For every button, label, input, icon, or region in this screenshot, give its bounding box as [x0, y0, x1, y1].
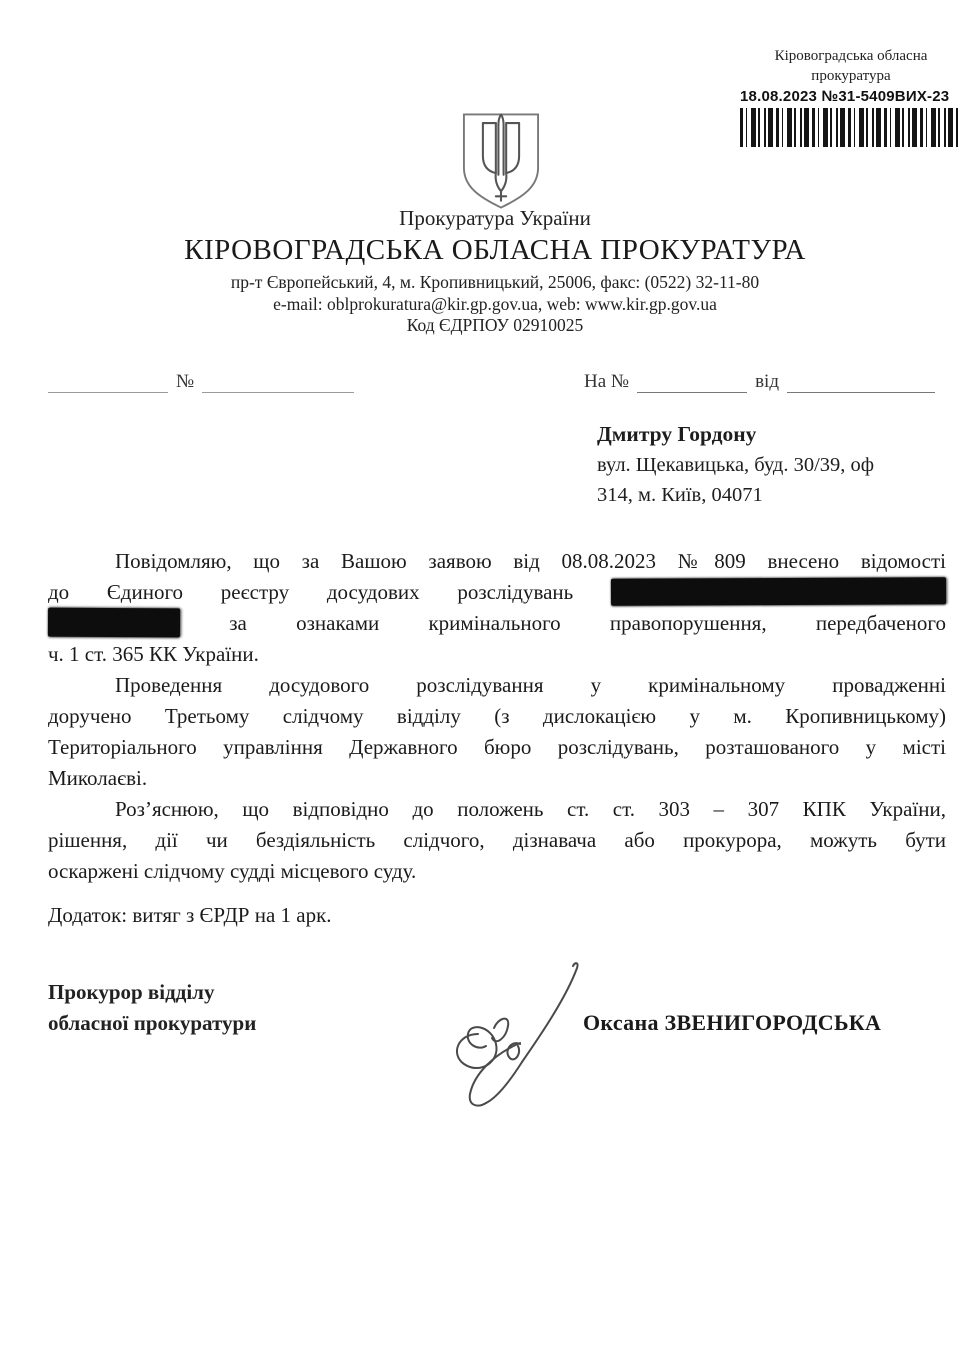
ukraine-trident-emblem	[457, 111, 545, 211]
body-line-p1l1: Повідомляю, що за Вашою заявою від 08.08.2023 №809 внесено відомості	[115, 549, 946, 573]
stamp-date-number: 18.08.2023 №31-5409ВИХ-23	[740, 88, 950, 105]
body-line-p2l1: Проведення досудового розслідування у кримінальному провадженні	[115, 673, 946, 697]
ref-from-label: від	[755, 371, 779, 392]
ref-reply-number-blank	[637, 373, 747, 393]
body-line-p3l3: оскаржені слідчому судді місцевого суду.	[48, 859, 417, 883]
body-line-p2l3: Територіального управління Державного бюро розслідувань, розташованого у місті	[48, 735, 946, 759]
stamp-org-line2: прокуратура	[811, 68, 891, 84]
body-line-p3l2: рішення, дії чи бездіяльність слідчого, дізнавача або прокурора, можуть бути	[48, 828, 946, 852]
org-edrpou: Код ЄДРПОУ 02910025	[406, 315, 584, 335]
addressee-address-line2: 314, м. Київ, 04071	[597, 484, 763, 506]
ref-number-label: №	[176, 371, 195, 392]
redaction-bar	[48, 608, 180, 638]
org-parent-name: Прокуратура України	[399, 206, 591, 230]
org-name: КІРОВОГРАДСЬКА ОБЛАСНА ПРОКУРАТУРА	[184, 234, 806, 266]
body-line-p1l4: ч. 1 ст. 365 КК України.	[48, 642, 259, 666]
signer-position-line2: обласної прокуратури	[48, 1011, 257, 1035]
signer-name: Оксана ЗВЕНИГОРОДСЬКА	[583, 1010, 882, 1035]
body-text: за ознаками кримінального правопорушення, передбаченого	[229, 611, 947, 635]
body-line-p1l2	[48, 577, 946, 608]
signature-scribble	[438, 956, 596, 1108]
body-line-p2l2: доручено Третьому слідчому відділу (з дислокацією у м. Кропивницькому)	[48, 704, 946, 728]
attachment-note: Додаток: витяг з ЄРДР на 1 арк.	[48, 903, 332, 927]
body-line-p1l3	[48, 608, 946, 639]
barcode	[740, 108, 958, 147]
addressee-address-line1: вул. Щекавицька, буд. 30/39, оф	[597, 453, 875, 476]
body-line-p2l4: Миколаєві.	[48, 766, 148, 790]
letterhead	[30, 206, 960, 337]
signer-position-line1: Прокурор відділу	[48, 980, 215, 1004]
registration-stamp	[740, 46, 962, 147]
ref-date-blank	[48, 373, 168, 393]
ref-reply-label: На №	[584, 371, 630, 392]
reference-line	[48, 371, 935, 393]
addressee-name: Дмитру Гордону	[597, 422, 757, 446]
letter-body	[48, 546, 946, 887]
org-contacts: e-mail: oblprokuratura@kir.gp.gov.ua, web: www.kir.gp.gov.ua	[273, 293, 717, 314]
stamp-org-line1: Кіровоградська обласна	[774, 48, 928, 64]
addressee-block	[597, 419, 937, 511]
body-line-p3l1: Роз’яснюю, що відповідно до положень ст. ст. 303 – 307 КПК України,	[115, 797, 946, 821]
body-text: до Єдиного реєстру досудових розслідувань	[48, 580, 574, 604]
ref-number-blank	[202, 373, 354, 393]
redaction-bar	[611, 577, 946, 605]
ref-reply-date-blank	[787, 373, 935, 393]
signer-position	[48, 977, 256, 1039]
org-address: пр-т Європейський, 4, м. Кропивницький, 25006, факс: (0522) 32-11-80	[230, 272, 760, 292]
